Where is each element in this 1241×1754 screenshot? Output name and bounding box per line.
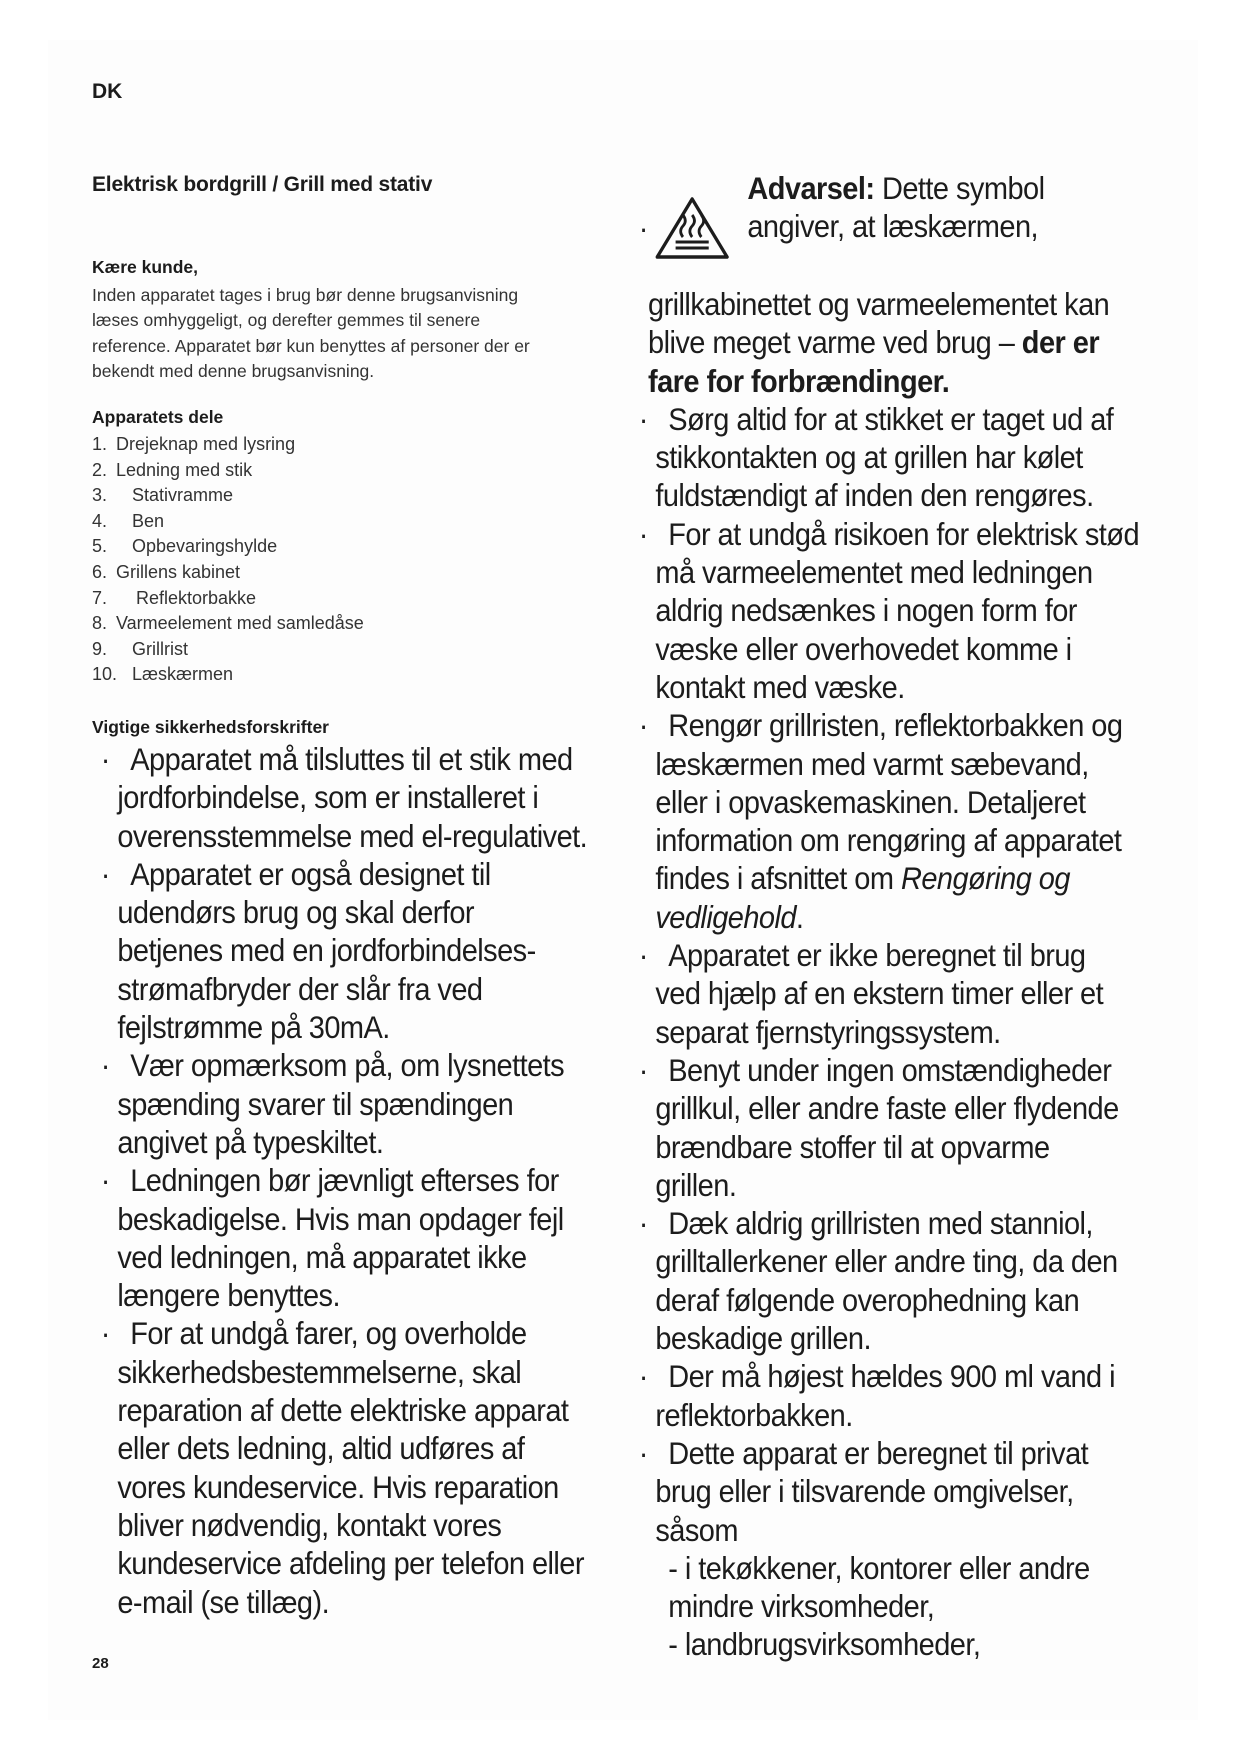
parts-heading: Apparatets dele xyxy=(92,407,224,427)
safety-item: · Vær opmærksom på, om lysnettets spænding svarer til spændingen angivet på typeskiltet. xyxy=(100,1047,565,1160)
bullet-icon: · xyxy=(100,1315,110,1352)
safety-item: · Dette apparat er beregnet til privat brug eller i tilsvarende omgivelser, såsom - i tekøkkener, kontorer eller andre mindre virksomheder, - landbrugsvirksomheder, xyxy=(638,1434,1090,1663)
intro-line: bekendt med denne brugsanvisning. xyxy=(92,361,375,381)
safety-heading: Vigtige sikkerhedsforskrifter xyxy=(92,717,329,737)
safety-item: · For at undgå risikoen for elektrisk stød må varmeelementet med ledningen aldrig nedsænkes i nogen form for væske eller overhovedet komme i kontakt med væske. xyxy=(638,515,1140,705)
bullet-icon: · xyxy=(638,210,648,246)
safety-list-right xyxy=(638,170,1241,1664)
safety-list-left xyxy=(100,740,700,1621)
parts-list-item: 9. Grillrist xyxy=(92,638,188,659)
safety-item: · Apparatet er også designet til udendørs brug og skal derfor betjenes med en jordforbindelses- strømafbryder der slår fra ved fejlstrømme på 30mA. xyxy=(100,855,536,1046)
safety-item: · Apparatet er ikke beregnet til brug ved hjælp af en ekstern timer eller et separat fjernstyringssystem. xyxy=(638,937,1104,1050)
safety-item: · Sørg altid for at stikket er taget ud af stikkontakten og at grillen har kølet fuldstændigt af inden den rengøres. xyxy=(638,400,1114,514)
sub-list-item: - landbrugsvirksomheder, xyxy=(668,1626,981,1663)
intro-section xyxy=(92,253,612,385)
safety-item: · Dæk aldrig grillristen med stanniol, grilltallerkener eller andre ting, da den deraf følgende overophedning kan beskadige grillen. xyxy=(638,1205,1118,1357)
intro-heading: Kære kunde, xyxy=(92,257,198,277)
safety-item: · Ledningen bør jævnligt efterses for beskadigelse. Hvis man opdager fejl ved ledningen, må apparatet ikke længere benyttes. xyxy=(100,1162,564,1314)
warning-item: · Advarsel: Dette symbol angiver, at læskærmen, grillkabinettet og varmeelementet kan blive meget varme ved brug – der er fare for forbrændinger. xyxy=(638,170,1110,399)
bullet-icon: · xyxy=(638,1434,648,1471)
safety-item: · Der må højest hældes 900 ml vand i reflektorbakken. xyxy=(638,1358,1115,1433)
bullet-icon: · xyxy=(100,1162,110,1199)
parts-list-item: 2. Ledning med stik xyxy=(92,459,253,480)
bullet-icon: · xyxy=(638,400,648,437)
safety-item: · Apparatet må tilsluttes til et stik med jordforbindelse, som er installeret i overensstemmelse med el-regulativet. xyxy=(100,741,588,854)
hot-surface-warning-icon xyxy=(654,195,731,261)
parts-list-item: 6. Grillens kabinet xyxy=(92,561,241,582)
bullet-icon: · xyxy=(638,515,648,552)
intro-line: læses omhyggeligt, og derefter gemmes til senere xyxy=(92,310,481,330)
language-code: DK xyxy=(92,80,123,103)
intro-text xyxy=(92,283,612,385)
parts-section xyxy=(92,407,612,688)
page-number: 28 xyxy=(92,1655,109,1672)
safety-item: · Rengør grillristen, reflektorbakken og læskærmen med varmt sæbevand, eller i opvaskemaskinen. Detaljeret information om rengøring af apparatet findes i afsnittet om Rengøring og vedligehold. xyxy=(638,707,1123,935)
parts-list-item: 3. Stativramme xyxy=(92,485,234,506)
bullet-icon: · xyxy=(638,937,648,974)
bullet-icon: · xyxy=(638,1358,648,1395)
intro-line: Inden apparatet tages i brug bør denne brugsanvisning xyxy=(92,284,519,305)
parts-list xyxy=(92,432,612,688)
intro-line: reference. Apparatet bør kun benyttes af personer der er xyxy=(92,335,530,356)
bullet-icon: · xyxy=(638,707,648,744)
parts-list-item: 1. Drejeknap med lysring xyxy=(92,434,296,454)
parts-list-item: 5. Opbevaringshylde xyxy=(92,536,278,557)
sub-list-item: mindre virksomheder, xyxy=(668,1588,935,1625)
bullet-icon: · xyxy=(638,1205,648,1242)
safety-item: · For at undgå farer, og overholde sikkerhedsbestemmelserne, skal reparation af dette elektriske apparat eller dets ledning, altid udføres af vores kundeservice. Hvis reparation bliver nødvendig, kontakt vores kundeservice afdeling per telefon eller e-mail (se tillæg). xyxy=(100,1315,584,1620)
document-title: Elektrisk bordgrill / Grill med stativ xyxy=(92,173,433,196)
parts-list-item: 4. Ben xyxy=(92,510,165,531)
parts-list-item: 7. Reflektorbakke xyxy=(92,587,257,608)
bullet-icon: · xyxy=(638,1051,648,1088)
warning-label: Advarsel: xyxy=(747,170,875,206)
parts-list-item: 10. Læskærmen xyxy=(92,664,234,685)
bullet-icon: · xyxy=(100,741,110,777)
safety-item: · Benyt under ingen omstændigheder grillkul, eller andre faste eller flydende brændbare stoffer til at opvarme grillen. xyxy=(638,1051,1119,1203)
sub-list-item: - i tekøkkener, kontorer eller andre xyxy=(668,1549,1090,1586)
bullet-icon: · xyxy=(100,855,110,892)
bullet-icon: · xyxy=(100,1047,110,1084)
parts-list-item: 8. Varmeelement med samledåse xyxy=(92,613,364,634)
